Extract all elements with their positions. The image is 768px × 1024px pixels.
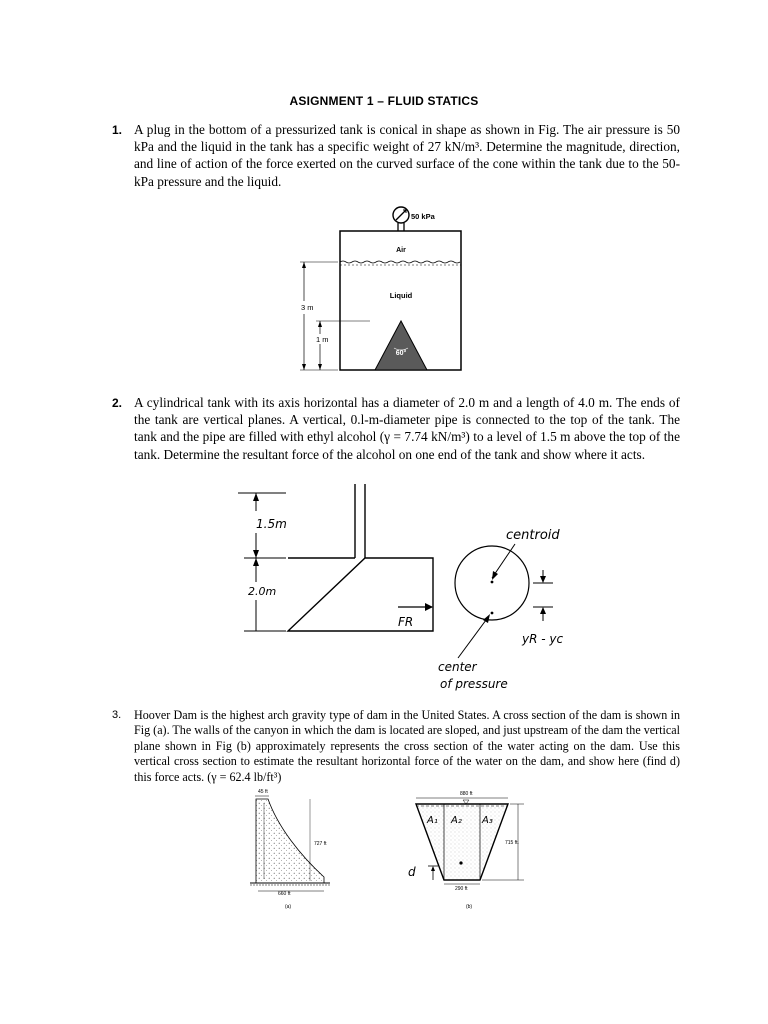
height-label: 3 m: [301, 303, 314, 312]
gauge-label: 50 kPa: [411, 212, 435, 221]
center-of-pressure-point: [491, 612, 494, 615]
problem-number: 2.: [112, 396, 123, 410]
problem-number: 1.: [112, 123, 123, 137]
area-label-a1: A₁: [427, 815, 438, 826]
figure-b-caption: (b): [465, 904, 473, 910]
centroid-point: [491, 581, 494, 584]
figure-cylindrical-tank: [230, 478, 590, 698]
force-point: [459, 861, 462, 864]
problem-text: A cylindrical tank with its axis horizontal has a diameter of 2.0 m and a length of 4.0 m. The ends of the tank are vertical planes. A vertical, 0.l-m-diameter pipe is connected to the top of the tank. The tank and the pipe are filled with ethyl alcohol (γ = 7.74 kN/m³) to a level of 1.5 m above the top of the tank. Determine the resultant force of the alcohol on one end of the tank and show where it acts.: [134, 395, 680, 462]
problem-text: A plug in the bottom of a pressurized tank is conical in shape as shown in Fig. The air pressure is 50 kPa and the liquid in the tank has a specific weight of 27 kN/m³. Determine the magnitude, direction, and line of action of the force exerted on the curved surface of the cone within the tank due to the 50-kPa pressure and the liquid.: [134, 122, 680, 189]
assignment-title: ASIGNMENT 1 – FLUID STATICS: [289, 94, 479, 108]
center-of-pressure-label: center: [438, 660, 477, 674]
dam-top-width-label: 45 ft: [258, 789, 268, 795]
cone-plug: [375, 321, 427, 370]
diameter-label: 2.0m: [248, 585, 277, 598]
figure-a-caption: (a): [284, 904, 292, 910]
dam-base-label: 660 ft: [278, 891, 291, 897]
water-height-label: 715 ft.: [505, 840, 519, 846]
liquid-surface: [340, 261, 460, 263]
problem-text: Hoover Dam is the highest arch gravity type of dam in the United States. A cross section of the dam is shown in Fig (a). The walls of the canyon in which the dam is located are sloped, and just upstream of the dam the vertical plane shown in Fig (b) approximately represents the cross section of the water acting on the dam. Use this vertical cross section to estimate the resultant horizontal force of the water on the dam, and show here (find d) this force acts. (γ = 62.4 lb/ft³): [134, 708, 680, 784]
problem-number: 3.: [112, 709, 122, 721]
water-top-width-label: 880 ft: [460, 791, 473, 797]
offset-label: yR - yc: [522, 632, 564, 646]
pipe-height-label: 1.5m: [256, 517, 287, 531]
area-label-a3: A₃: [482, 815, 493, 826]
cone-height-label: 1 m: [316, 335, 329, 344]
d-label: d: [408, 865, 416, 879]
center-of-pressure-label-2: of pressure: [440, 677, 508, 691]
resultant-force-label: FR: [398, 615, 414, 629]
figure-water-cross-section: [398, 787, 538, 917]
figure-dam-cross-section: [238, 787, 338, 917]
water-bottom-width-label: 290 ft: [455, 886, 468, 892]
area-label-a2: A₂: [451, 815, 462, 826]
dam-height-label: 727 ft: [314, 841, 327, 847]
figure-pressurized-tank: [290, 200, 480, 380]
liquid-label: Liquid: [389, 291, 413, 300]
cone-angle-label: 60°: [395, 350, 407, 357]
centroid-label: centroid: [506, 528, 560, 543]
air-label: Air: [396, 247, 406, 254]
